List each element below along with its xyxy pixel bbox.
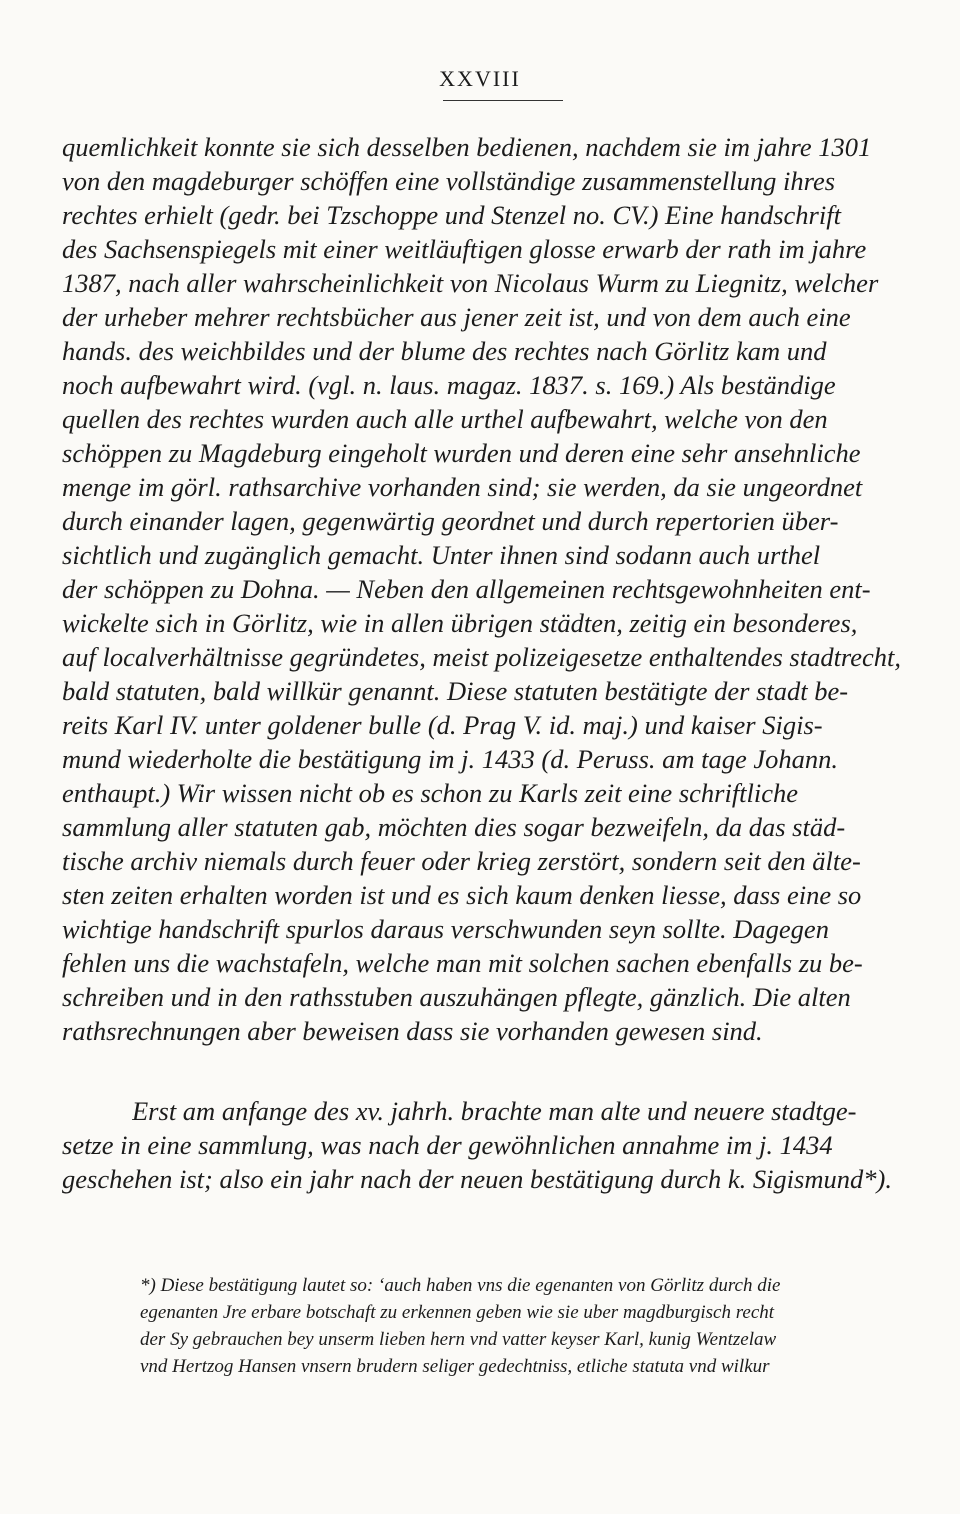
text-line: quemlichkeit konnte sie sich desselben bedienen, nachdem sie im jahre 1301 <box>62 132 872 162</box>
text-line: sammlung aller statuten gab, möchten dies sogar bezweifeln, da das städ- <box>62 812 846 842</box>
text-line: Erst am anfange des xv. jahrh. brachte man alte und neuere stadtge- <box>132 1096 857 1126</box>
text-line: setze in eine sammlung, was nach der gewöhnlichen annahme im j. 1434 <box>62 1130 833 1160</box>
text-line: schöppen zu Magdeburg eingeholt wurden und deren eine sehr ansehnliche <box>62 438 861 468</box>
text-line: der schöppen zu Dohna. — Neben den allgemeinen rechtsgewohnheiten ent- <box>62 574 871 604</box>
text-line: sichtlich und zugänglich gemacht. Unter ihnen sind sodann auch urthel <box>62 540 821 570</box>
text-line: reits Karl IV. unter goldener bulle (d. Prag V. id. maj.) und kaiser Sigis- <box>62 710 823 740</box>
text-line: sten zeiten erhalten worden ist und es sich kaum denken liesse, dass eine so <box>62 880 862 910</box>
text-line: mund wiederholte die bestätigung im j. 1433 (d. Peruss. am tage Johann. <box>62 744 839 774</box>
text-line: rathsrechnungen aber beweisen dass sie vorhanden gewesen sind. <box>62 1016 763 1046</box>
text-line: schreiben und in den rathsstuben auszuhängen pflegte, gänzlich. Die alten <box>62 982 851 1012</box>
text-line: fehlen uns die wachstafeln, welche man mit solchen sachen ebenfalls zu be- <box>62 948 863 978</box>
header-rule <box>443 100 563 101</box>
text-line: des Sachsenspiegels mit einer weitläuftigen glosse erwarb der rath im jahre <box>62 234 867 264</box>
text-line: bald statuten, bald willkür genannt. Diese statuten bestätigte der stadt be- <box>62 676 849 706</box>
text-line: geschehen ist; also ein jahr nach der neuen bestätigung durch k. Sigismund*). <box>62 1164 892 1194</box>
text-line: der urheber mehrer rechtsbücher aus jener zeit ist, und von dem auch eine <box>62 302 851 332</box>
text-line: auf localverhältnisse gegründetes, meist polizeigesetze enthaltendes stadtrecht, <box>62 642 902 672</box>
footnote-line: der Sy gebrauchen bey unserm lieben hern vnd vatter keyser Karl, kunig Wentzelaw <box>140 1329 777 1350</box>
text-line: hands. des weichbildes und der blume des rechtes nach Görlitz kam und <box>62 336 827 366</box>
footnote-line: vnd Hertzog Hansen vnsern brudern seliger gedechtniss, etliche statuta vnd wilkur <box>140 1356 770 1377</box>
text-line: menge im görl. rathsarchive vorhanden sind; sie werden, da sie ungeordnet <box>62 472 863 502</box>
footnote-line: egenanten Jre erbare botschaft zu erkennen geben wie sie uber magdburgisch recht <box>140 1302 775 1323</box>
text-line: von den magdeburger schöffen eine vollständige zusammenstellung ihres <box>62 166 836 196</box>
page-number: XXVIII <box>439 66 521 91</box>
text-line: quellen des rechtes wurden auch alle urthel aufbewahrt, welche von den <box>62 404 828 434</box>
text-line: rechtes erhielt (gedr. bei Tzschoppe und Stenzel no. CV.) Eine handschrift <box>62 200 841 230</box>
footnote-line: *) Diese bestätigung lautet so: ‘auch haben vns die egenanten von Görlitz durch die <box>140 1275 781 1296</box>
text-line: noch aufbewahrt wird. (vgl. n. laus. magaz. 1837. s. 169.) Als beständige <box>62 370 836 400</box>
text-line: wickelte sich in Görlitz, wie in allen übrigen städten, zeitig ein besonderes, <box>62 608 858 638</box>
text-line: 1387, nach aller wahrscheinlichkeit von Nicolaus Wurm zu Liegnitz, welcher <box>62 268 879 298</box>
text-line: durch einander lagen, gegenwärtig geordnet und durch repertorien über- <box>62 506 839 536</box>
text-line: wichtige handschrift spurlos daraus verschwunden seyn sollte. Dagegen <box>62 914 829 944</box>
text-line: enthaupt.) Wir wissen nicht ob es schon zu Karls zeit eine schriftliche <box>62 778 799 808</box>
text-line: tische archiv niemals durch feuer oder krieg zerstört, sondern seit den älte- <box>62 846 861 876</box>
